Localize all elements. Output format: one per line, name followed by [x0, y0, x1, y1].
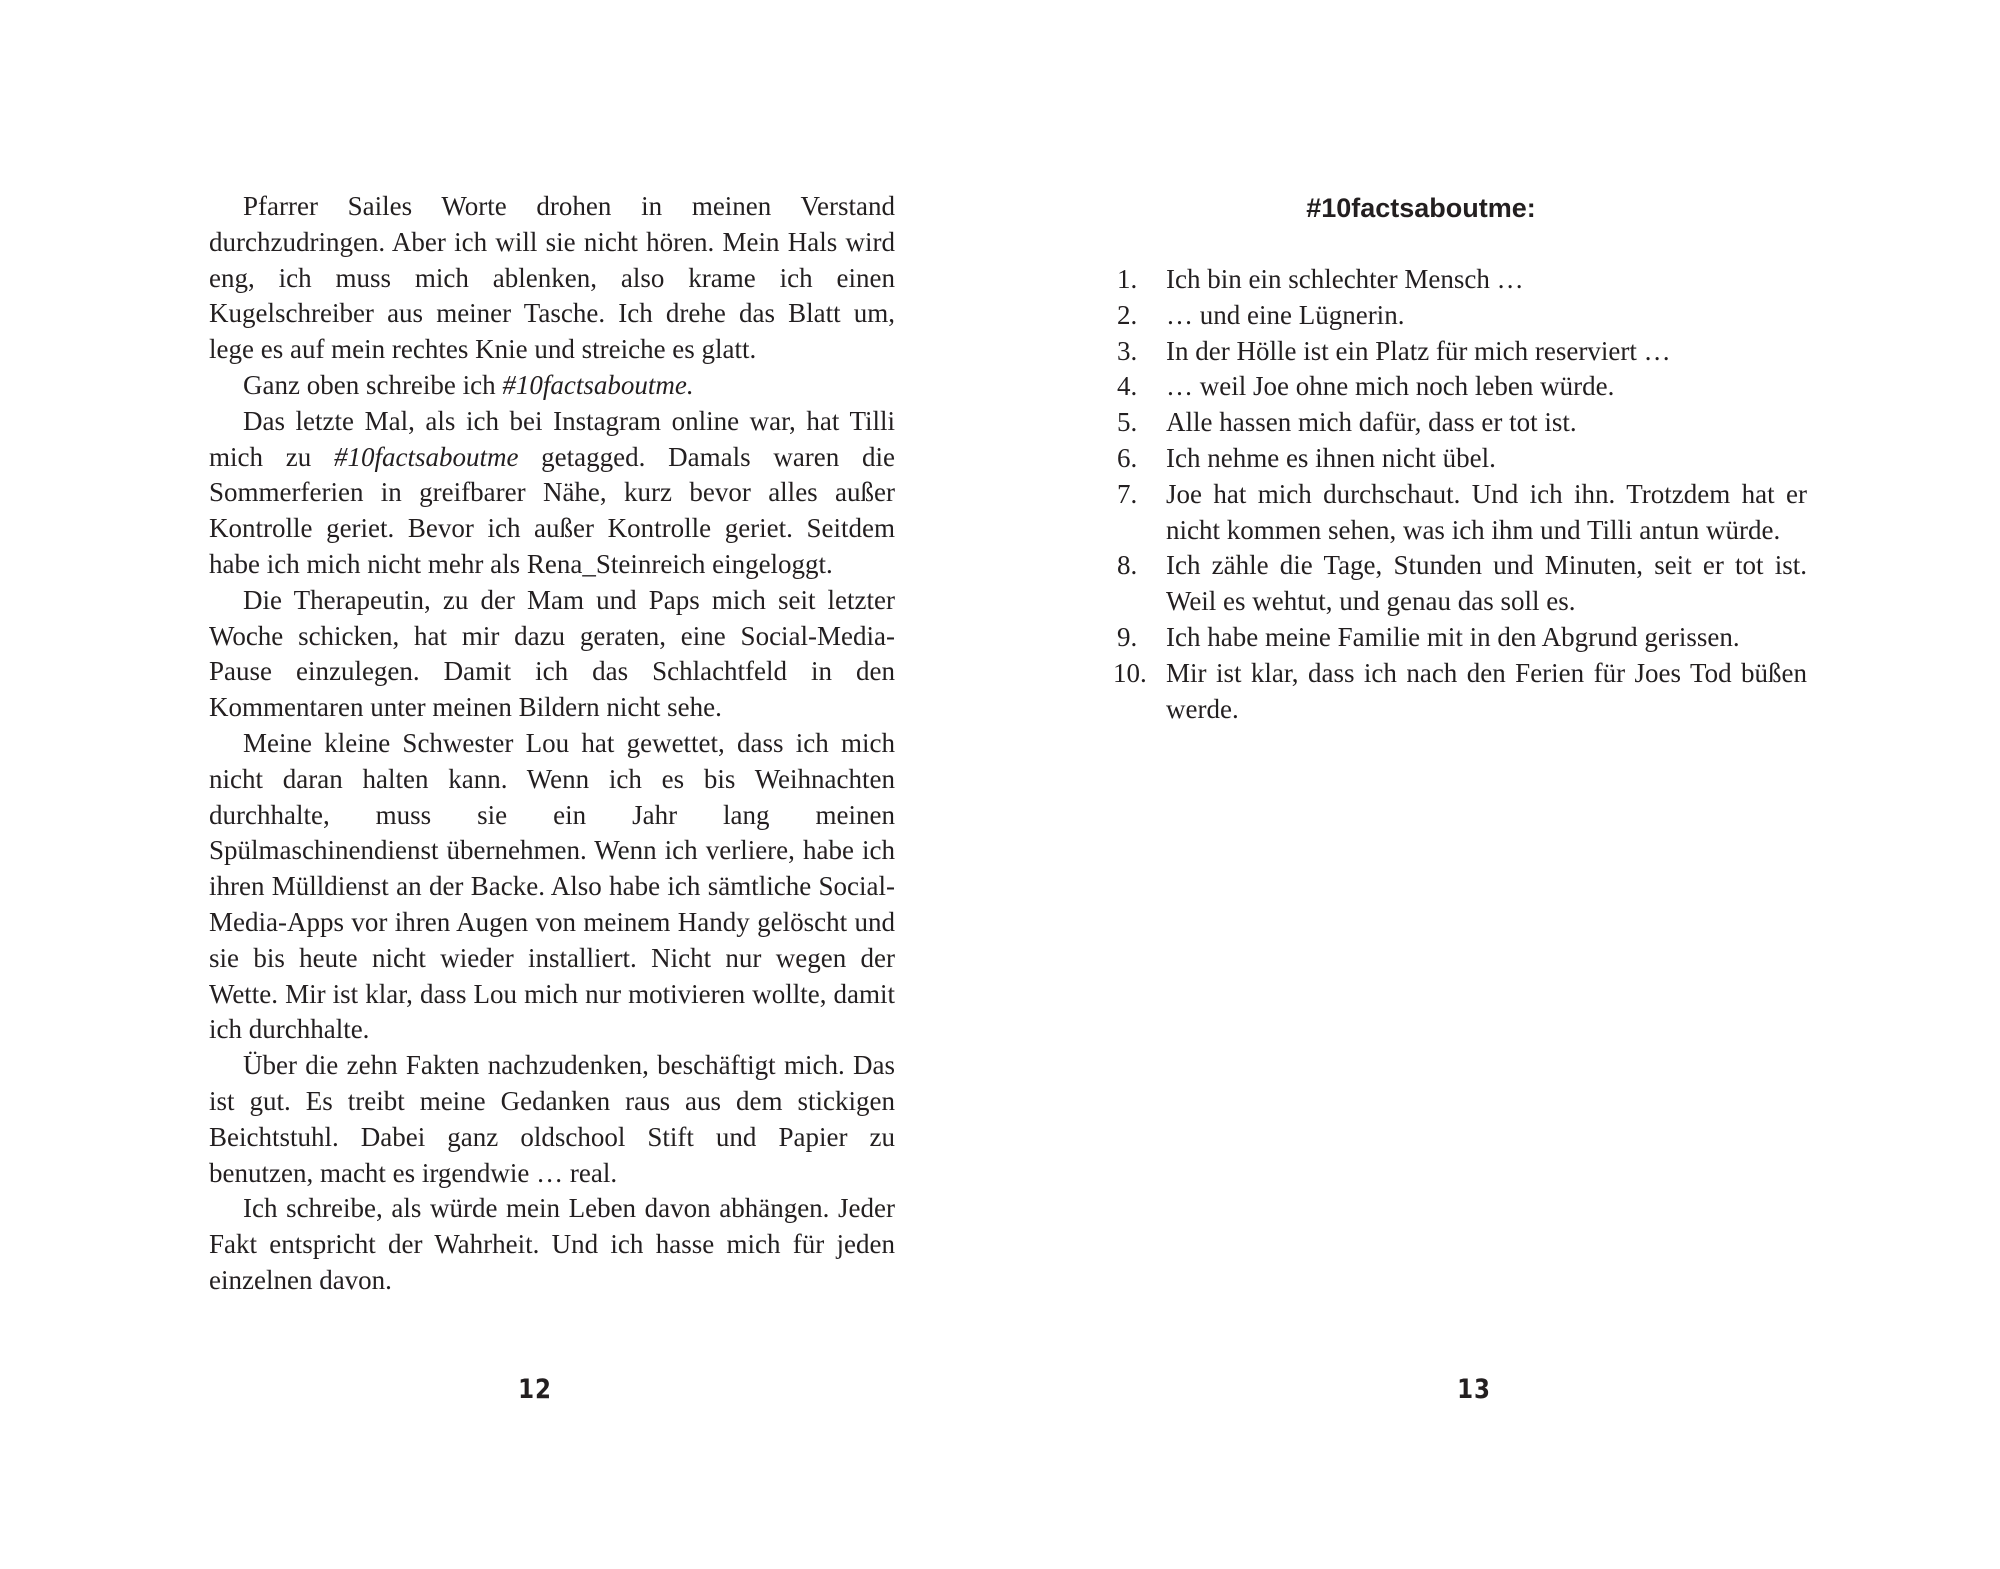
page-number: 12: [518, 1374, 552, 1405]
paragraph: Das letzte Mal, als ich bei Instagram online war, hat Tilli mich zu #10factsaboutme getagged. Damals waren die Sommerferien in greifbarer Nähe, kurz bevor alles außer Kontrolle geriet. Bevor ich außer Kontrolle geriet. Seitdem habe ich mich nicht mehr als Rena_Steinreich eingeloggt.: [209, 405, 895, 579]
list-item: [1117, 477, 1807, 549]
list-item-text: Ich nehme es ihnen nicht übel.: [1166, 442, 1496, 473]
list-number: 3.: [1117, 335, 1138, 366]
page-number: 13: [1457, 1374, 1491, 1405]
list-number: 4.: [1117, 371, 1138, 402]
list-item-text: Ich zähle die Tage, Stunden und Minuten, seit er tot ist. Weil es wehtut, und genau das soll es.: [1166, 550, 1807, 617]
paragraph: Die Therapeutin, zu der Mam und Paps mich seit letzter Woche schicken, hat mir dazu geraten, eine Social-Media-Pause einzulegen. Damit ich das Schlachtfeld in den Kommentaren unter meinen Bildern nicht sehe.: [209, 584, 895, 723]
list-number: 8.: [1117, 550, 1138, 581]
list-item: [1113, 656, 1807, 728]
list-item-text: Alle hassen mich dafür, dass er tot ist.: [1166, 407, 1577, 438]
list-number: 5.: [1117, 407, 1138, 438]
paragraph: Ganz oben schreibe ich #10factsaboutme.: [243, 369, 694, 400]
list-number: 2.: [1117, 299, 1138, 330]
list-item-text: Mir ist klar, dass ich nach den Ferien für Joes Tod büßen werde.: [1166, 657, 1807, 724]
list-item: [1117, 441, 1807, 477]
body-text: [209, 189, 895, 1299]
list-item-text: In der Hölle ist ein Platz für mich reserviert …: [1166, 335, 1671, 366]
list-number: 6.: [1117, 442, 1138, 473]
list-item: [1117, 369, 1807, 405]
hashtag-italic: #10factsaboutme.: [502, 369, 694, 400]
list-item: [1117, 298, 1807, 334]
list-item: [1117, 405, 1807, 441]
facts-list: [1113, 262, 1807, 727]
list-number: 7.: [1117, 478, 1138, 509]
paragraph: Pfarrer Sailes Worte drohen in meinen Verstand durchzudringen. Aber ich will sie nicht hören. Mein Hals wird eng, ich muss mich ablenken, also krame ich einen Kugelschreiber aus meiner Tasche. Ich drehe das Blatt um, lege es auf mein rechtes Knie und streiche es glatt.: [209, 191, 895, 365]
hashtag-italic: #10factsaboutme: [333, 441, 519, 472]
paragraph: Meine kleine Schwester Lou hat gewettet, dass ich mich nicht daran halten kann. Wenn ich es bis Weihnachten durchhalte, muss sie ein Jahr lang meinen Spülmaschinendienst übernehmen. Wenn ich verliere, habe ich ihren Mülldienst an der Backe. Also habe ich sämtliche Social-Media-Apps vor ihren Augen von meinem Handy gelöscht und sie bis heute nicht wieder installiert. Nicht nur wegen der Wette. Mir ist klar, dass Lou mich nur motivieren wollte, damit ich durchhalte.: [209, 727, 895, 1045]
list-item: [1117, 262, 1807, 298]
paragraph: Ich schreibe, als würde mein Leben davon abhängen. Jeder Fakt entspricht der Wahrheit. Und ich hasse mich für jeden einzelnen davon.: [209, 1193, 895, 1295]
list-item-text: … und eine Lügnerin.: [1166, 299, 1405, 330]
list-heading: #10factsaboutme:: [1306, 193, 1536, 223]
list-item-text: Ich habe meine Familie mit in den Abgrund gerissen.: [1166, 621, 1740, 652]
list-number: 1.: [1117, 264, 1138, 294]
list-item-text: Ich bin ein schlechter Mensch …: [1166, 264, 1524, 294]
list-item: [1117, 548, 1807, 620]
list-number: 9.: [1117, 621, 1138, 652]
list-item-text: … weil Joe ohne mich noch leben würde.: [1166, 371, 1615, 402]
paragraph: Über die zehn Fakten nachzudenken, beschäftigt mich. Das ist gut. Es treibt meine Gedanken raus aus dem stickigen Beichtstuhl. Dabei ganz oldschool Stift und Papier zu benutzen, macht es irgendwie … real.: [209, 1050, 895, 1188]
list-number: 10.: [1113, 657, 1147, 688]
list-item-text: Joe hat mich durchschaut. Und ich ihn. Trotzdem hat er nicht kommen sehen, was ich ihm und Tilli antun würde.: [1166, 478, 1807, 545]
list-item: [1117, 620, 1807, 656]
list-item: [1117, 334, 1807, 370]
